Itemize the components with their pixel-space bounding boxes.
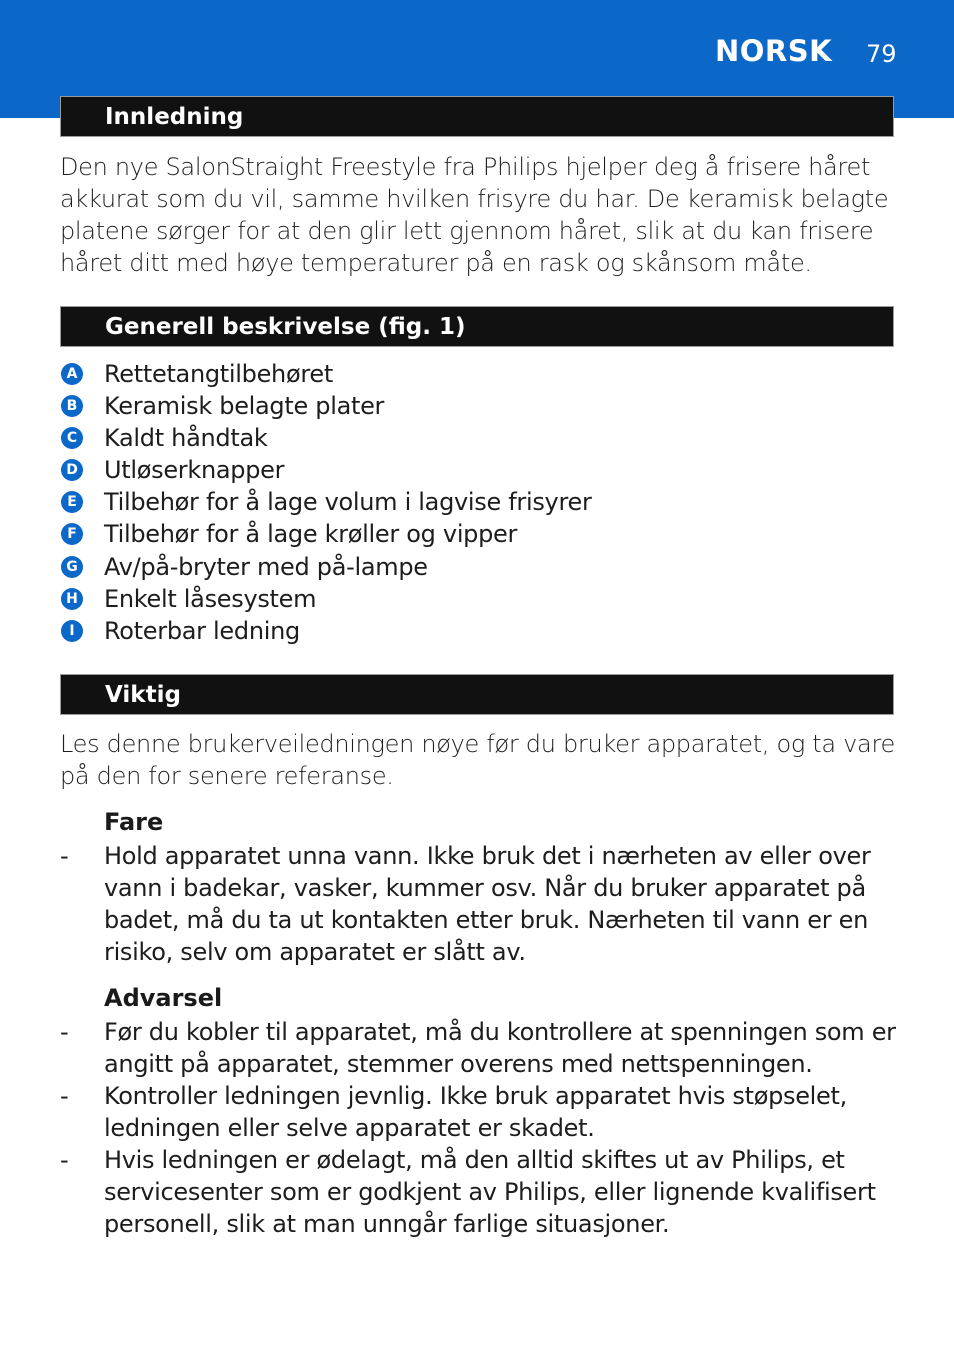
danger-text: Hold apparatet unna vann. Ikke bruk det i nærheten av eller over vann i badekar, vasker, kummer osv. Når du bruker apparatet på badet, må du ta ut kontakten etter bruk. Nærheten til vann er en risiko, selv om apparatet er slått av. — [104, 842, 871, 966]
part-label: Keramisk belagte plater — [104, 392, 385, 421]
list-item — [60, 1144, 905, 1240]
section-title-general: Generell beskrivelse (fig. 1) — [105, 314, 466, 340]
letter-e-icon: E — [61, 491, 83, 513]
list-item — [60, 422, 900, 454]
part-label: Kaldt håndtak — [104, 424, 268, 453]
danger-heading: Fare — [104, 808, 164, 836]
list-item — [60, 551, 900, 583]
letter-a-icon: A — [61, 363, 83, 385]
letter-g-icon: G — [61, 556, 83, 578]
section-title-important: Viktig — [105, 682, 181, 708]
list-item — [60, 840, 905, 968]
part-label: Enkelt låsesystem — [104, 584, 317, 613]
important-paragraph: Les denne brukerveiledningen nøye før du bruker apparatet, og ta vare på den for senere referanse. — [60, 730, 895, 790]
part-label: Av/på-bryter med på-lampe — [104, 552, 428, 581]
list-item — [60, 1016, 905, 1080]
dash-bullet: - — [60, 1018, 69, 1046]
letter-b-icon: B — [61, 395, 83, 417]
part-label: Roterbar ledning — [104, 616, 300, 645]
warning-text: Kontroller ledningen jevnlig. Ikke bruk apparatet hvis støpselet, ledningen eller selve apparatet er skadet. — [104, 1082, 847, 1142]
warning-text: Før du kobler til apparatet, må du kontrollere at spenningen som er angitt på apparatet, stemmer overens med nettspenningen. — [104, 1018, 896, 1078]
dash-bullet: - — [60, 1146, 69, 1174]
danger-list — [60, 840, 905, 968]
section-header-general — [60, 306, 894, 347]
parts-list — [60, 358, 900, 647]
list-item — [60, 390, 900, 422]
page-number: 79 — [866, 40, 897, 68]
list-item — [60, 583, 900, 615]
list-item — [60, 358, 900, 390]
section-header-intro — [60, 96, 894, 137]
letter-h-icon: H — [61, 588, 83, 610]
letter-d-icon: D — [61, 459, 83, 481]
list-item — [60, 1080, 905, 1144]
part-label: Rettetangtilbehøret — [104, 360, 333, 388]
letter-c-icon: C — [61, 427, 83, 449]
warning-heading: Advarsel — [104, 984, 223, 1012]
language-title: NORSK — [715, 34, 833, 68]
list-item — [60, 454, 900, 486]
list-item — [60, 615, 900, 647]
warning-list — [60, 1016, 905, 1240]
dash-bullet: - — [60, 1082, 69, 1110]
section-header-important — [60, 674, 894, 715]
dash-bullet: - — [60, 842, 69, 870]
intro-paragraph: Den nye SalonStraight Freestyle fra Philips hjelper deg å frisere håret akkurat som du vil, samme hvilken frisyre du har. De keramisk belagte platene sørger for at den glir lett gjennom håret, slik at du kan frisere håret ditt med høye temperaturer på en rask og skånsom måte. — [60, 153, 889, 277]
letter-f-icon: F — [61, 523, 83, 545]
part-label: Utløserknapper — [104, 456, 285, 485]
part-label: Tilbehør for å lage krøller og vipper — [104, 520, 518, 549]
letter-i-icon: I — [61, 620, 83, 642]
list-item — [60, 518, 900, 550]
warning-text: Hvis ledningen er ødelagt, må den alltid skiftes ut av Philips, et servicesenter som er godkjent av Philips, eller lignende kvalifisert personell, slik at man unngår farlige situasjoner. — [104, 1146, 876, 1238]
list-item — [60, 486, 900, 518]
part-label: Tilbehør for å lage volum i lagvise frisyrer — [104, 488, 592, 517]
section-title-intro: Innledning — [105, 104, 244, 130]
